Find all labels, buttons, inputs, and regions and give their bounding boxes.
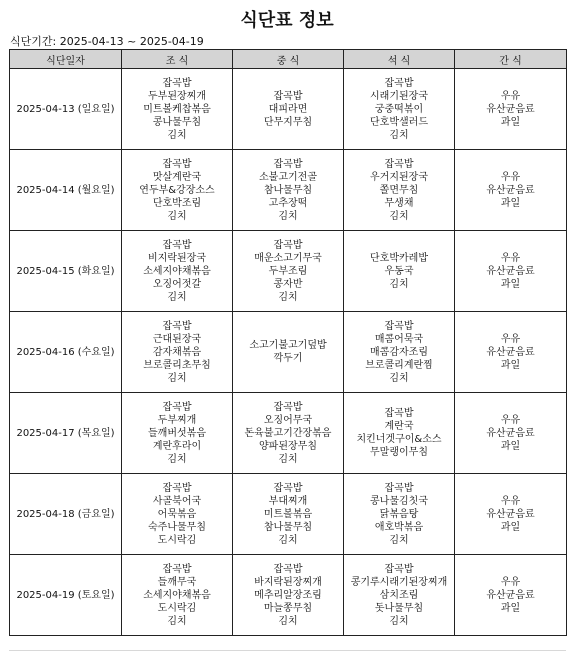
dish-item: 김치 bbox=[389, 129, 409, 141]
table-row bbox=[10, 312, 567, 393]
breakfast-cell bbox=[122, 231, 233, 312]
dish-item: 김치 bbox=[389, 372, 409, 384]
dish-item: 유산균음료 bbox=[486, 508, 535, 520]
dish-item: 들깨무국 bbox=[157, 576, 197, 588]
header-snack: 간 식 bbox=[455, 50, 567, 69]
dish-item: 김치 bbox=[167, 291, 187, 303]
breakfast-cell bbox=[122, 393, 233, 474]
lunch-cell bbox=[233, 312, 344, 393]
dinner-cell bbox=[344, 555, 455, 636]
breakfast-cell bbox=[122, 555, 233, 636]
lunch-cell bbox=[233, 555, 344, 636]
dish-item: 유산균음료 bbox=[486, 265, 535, 277]
dish-item: 잡곡밥 bbox=[162, 158, 192, 170]
header-dinner: 석 식 bbox=[344, 50, 455, 69]
dish-item: 김치 bbox=[278, 453, 298, 465]
dish-item: 잡곡밥 bbox=[162, 239, 192, 251]
dish-item: 도시락김 bbox=[157, 602, 197, 614]
dish-item: 무말랭이무침 bbox=[370, 447, 428, 458]
table-row bbox=[10, 393, 567, 474]
snack-cell bbox=[455, 555, 567, 636]
dish-item: 브로콜리계란찜 bbox=[365, 359, 433, 371]
date-cell: 2025-04-19 (토요일) bbox=[10, 555, 122, 636]
dish-item: 과일 bbox=[500, 116, 521, 128]
dish-item: 매운소고기무국 bbox=[254, 252, 322, 264]
dish-item: 미트볼케찹볶음 bbox=[143, 103, 211, 115]
table-header-row bbox=[10, 50, 567, 69]
dish-item: 잡곡밥 bbox=[273, 563, 303, 575]
dish-item: 양파된장무침 bbox=[259, 440, 317, 452]
dinner-cell bbox=[344, 231, 455, 312]
dish-item: 잡곡밥 bbox=[162, 401, 192, 413]
dish-item: 콩자반 bbox=[273, 278, 303, 290]
snack-cell bbox=[455, 150, 567, 231]
dish-item: 우유 bbox=[500, 333, 521, 345]
dish-item: 과일 bbox=[500, 440, 521, 452]
dish-item: 마늘쫑무침 bbox=[263, 602, 313, 614]
dish-item: 콩나물김칫국 bbox=[370, 495, 428, 507]
dish-item: 단호박카레밥 bbox=[370, 252, 428, 264]
dish-item: 감자채볶음 bbox=[152, 346, 202, 358]
table-row bbox=[10, 69, 567, 150]
dish-item: 잡곡밥 bbox=[384, 158, 414, 170]
dish-item: 소세지야채볶음 bbox=[143, 589, 211, 601]
dish-item: 소고기불고기덮밥 bbox=[249, 340, 327, 351]
dish-item: 잡곡밥 bbox=[162, 77, 192, 89]
dinner-cell bbox=[344, 150, 455, 231]
breakfast-cell bbox=[122, 312, 233, 393]
dish-item: 우유 bbox=[500, 171, 521, 183]
dinner-cell bbox=[344, 69, 455, 150]
dish-item: 계란국 bbox=[384, 421, 414, 432]
dish-item: 잡곡밥 bbox=[384, 563, 414, 575]
dish-item: 근대된장국 bbox=[152, 333, 202, 345]
header-breakfast: 조 식 bbox=[122, 50, 233, 69]
snack-cell bbox=[455, 474, 567, 555]
dish-item: 잡곡밥 bbox=[273, 239, 303, 251]
dish-item: 유산균음료 bbox=[486, 427, 535, 439]
dish-item: 잡곡밥 bbox=[273, 482, 303, 494]
dish-item: 들깨버섯볶음 bbox=[148, 427, 206, 439]
dish-item: 김치 bbox=[278, 615, 298, 627]
dish-item: 잡곡밥 bbox=[273, 158, 303, 170]
dish-item: 오징어젓갈 bbox=[152, 278, 202, 290]
date-cell: 2025-04-16 (수요일) bbox=[10, 312, 122, 393]
dish-item: 고추장떡 bbox=[268, 197, 308, 209]
dish-item: 닭볶음탕 bbox=[379, 508, 419, 520]
table-row bbox=[10, 474, 567, 555]
dish-item: 과일 bbox=[500, 521, 521, 533]
dish-item: 과일 bbox=[500, 602, 521, 614]
header-date: 식단일자 bbox=[10, 50, 122, 69]
date-cell: 2025-04-15 (화요일) bbox=[10, 231, 122, 312]
dish-item: 연두부&강장소스 bbox=[139, 184, 215, 196]
dish-item: 매콤감자조림 bbox=[370, 346, 428, 358]
dish-item: 잡곡밥 bbox=[384, 77, 414, 89]
lunch-cell bbox=[233, 393, 344, 474]
meal-period: 식단기간: 2025-04-13 ~ 2025-04-19 bbox=[10, 35, 204, 48]
dinner-cell bbox=[344, 393, 455, 474]
dish-item: 단무지무침 bbox=[263, 116, 313, 128]
dish-item: 우유 bbox=[500, 90, 521, 102]
dish-item: 김치 bbox=[389, 210, 409, 222]
dish-item: 부대찌개 bbox=[268, 495, 308, 507]
dish-item: 도시락김 bbox=[157, 534, 197, 546]
dish-item: 김치 bbox=[278, 291, 298, 303]
dish-item: 삼치조림 bbox=[379, 589, 419, 601]
dish-item: 오징어무국 bbox=[263, 414, 313, 426]
dish-item: 잡곡밥 bbox=[384, 408, 414, 419]
dish-item: 두부된장찌개 bbox=[148, 90, 206, 102]
dish-item: 비지락된장국 bbox=[148, 252, 206, 264]
dish-item: 사골북어국 bbox=[152, 495, 202, 507]
lunch-cell bbox=[233, 474, 344, 555]
dish-item: 매콤어묵국 bbox=[374, 333, 424, 345]
date-cell: 2025-04-18 (금요일) bbox=[10, 474, 122, 555]
dish-item: 시래기된장국 bbox=[370, 90, 428, 102]
snack-cell bbox=[455, 393, 567, 474]
dish-item: 돈육불고기간장볶음 bbox=[244, 427, 332, 439]
dish-item: 김치 bbox=[278, 534, 298, 546]
dinner-cell bbox=[344, 312, 455, 393]
dish-item: 콩나물무침 bbox=[152, 116, 202, 128]
dish-item: 두부조림 bbox=[268, 265, 308, 277]
dish-item: 소세지야채볶음 bbox=[143, 265, 211, 277]
page-title: 식단표 정보 bbox=[240, 10, 334, 31]
dish-item: 잡곡밥 bbox=[273, 90, 303, 102]
dish-item: 과일 bbox=[500, 197, 521, 209]
dish-item: 우동국 bbox=[384, 265, 414, 277]
dish-item: 잡곡밥 bbox=[384, 482, 414, 494]
snack-cell bbox=[455, 231, 567, 312]
dish-item: 김치 bbox=[389, 534, 409, 546]
date-cell: 2025-04-17 (목요일) bbox=[10, 393, 122, 474]
date-cell: 2025-04-13 (일요일) bbox=[10, 69, 122, 150]
dish-item: 참나물무침 bbox=[263, 184, 313, 196]
dish-item: 김치 bbox=[167, 615, 187, 627]
dish-item: 단호박조림 bbox=[152, 197, 202, 209]
dish-item: 참나물무침 bbox=[263, 521, 313, 533]
dish-item: 과일 bbox=[500, 359, 521, 371]
dish-item: 잡곡밥 bbox=[384, 320, 414, 332]
dish-item: 단호박샐러드 bbox=[370, 116, 428, 128]
snack-cell bbox=[455, 312, 567, 393]
dish-item: 미트볼볶음 bbox=[263, 508, 313, 520]
header-lunch: 중 식 bbox=[233, 50, 344, 69]
dish-item: 맛살계란국 bbox=[152, 171, 202, 183]
dish-item: 김치 bbox=[167, 453, 187, 465]
dish-item: 김치 bbox=[167, 210, 187, 222]
dish-item: 쫄면무침 bbox=[379, 184, 419, 196]
dish-item: 잡곡밥 bbox=[162, 320, 192, 332]
dish-item: 깍두기 bbox=[273, 353, 303, 364]
dish-item: 김치 bbox=[167, 129, 187, 141]
dish-item: 우거지된장국 bbox=[370, 171, 428, 183]
dish-item: 김치 bbox=[167, 372, 187, 384]
dish-item: 우유 bbox=[500, 414, 521, 426]
bottom-divider bbox=[9, 650, 566, 651]
dish-item: 궁중떡볶이 bbox=[374, 103, 424, 115]
dish-item: 유산균음료 bbox=[486, 589, 535, 601]
dish-item: 무생채 bbox=[384, 197, 414, 209]
dish-item: 계란후라이 bbox=[152, 440, 202, 452]
breakfast-cell bbox=[122, 474, 233, 555]
dish-item: 메추리알장조림 bbox=[254, 589, 322, 601]
dish-item: 유산균음료 bbox=[486, 346, 535, 358]
table-body bbox=[10, 69, 567, 636]
dish-item: 애호박볶음 bbox=[374, 521, 424, 533]
table-row bbox=[10, 150, 567, 231]
dish-item: 과일 bbox=[500, 278, 521, 290]
meal-table bbox=[9, 49, 567, 636]
lunch-cell bbox=[233, 150, 344, 231]
dish-item: 우유 bbox=[500, 495, 521, 507]
dish-item: 유산균음료 bbox=[486, 103, 535, 115]
dish-item: 콩기루시래기된장찌개 bbox=[350, 576, 448, 588]
snack-cell bbox=[455, 69, 567, 150]
lunch-cell bbox=[233, 231, 344, 312]
dish-item: 김치 bbox=[389, 615, 409, 627]
dish-item: 어묵볶음 bbox=[157, 508, 197, 520]
breakfast-cell bbox=[122, 150, 233, 231]
dish-item: 잡곡밥 bbox=[162, 563, 192, 575]
dish-item: 유산균음료 bbox=[486, 184, 535, 196]
dish-item: 김치 bbox=[389, 278, 409, 290]
dish-item: 우유 bbox=[500, 576, 521, 588]
dish-item: 치킨너겟구이&소스 bbox=[356, 434, 442, 445]
dish-item: 바지락된장찌개 bbox=[254, 576, 322, 588]
table-row bbox=[10, 231, 567, 312]
dinner-cell bbox=[344, 474, 455, 555]
dish-item: 브로콜리초무침 bbox=[143, 359, 211, 371]
dish-item: 두부찌개 bbox=[157, 414, 197, 426]
dish-item: 잡곡밥 bbox=[162, 482, 192, 494]
dish-item: 돗나물무침 bbox=[374, 602, 424, 614]
dish-item: 우유 bbox=[500, 252, 521, 264]
lunch-cell bbox=[233, 69, 344, 150]
dish-item: 소불고기전골 bbox=[259, 171, 317, 183]
date-cell: 2025-04-14 (월요일) bbox=[10, 150, 122, 231]
breakfast-cell bbox=[122, 69, 233, 150]
table-row bbox=[10, 555, 567, 636]
dish-item: 김치 bbox=[278, 210, 298, 222]
dish-item: 잡곡밥 bbox=[273, 401, 303, 413]
dish-item: 대피라면 bbox=[268, 103, 308, 115]
dish-item: 숙주나물무침 bbox=[148, 521, 206, 533]
